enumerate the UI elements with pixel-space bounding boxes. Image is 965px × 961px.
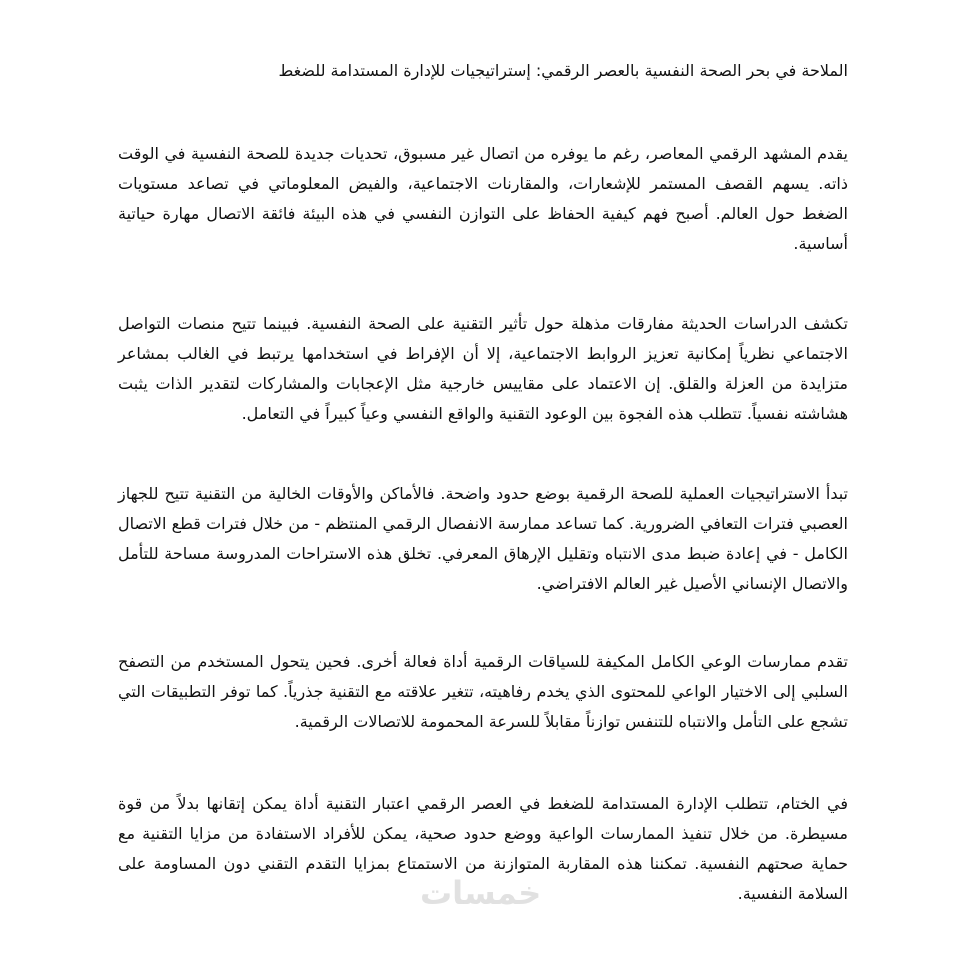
paragraph-1: يقدم المشهد الرقمي المعاصر، رغم ما يوفره من اتصال غير مسبوق، تحديات جديدة للصحة النفسية في الوقت ذاته. يسهم القصف المستمر للإشعارات، والمقارنات الاجتماعية، والفيض المعلوماتي في تصاعد مستويات الضغط حول العالم. أصبح فهم كيفية الحفاظ على التوازن النفسي في هذه البيئة فائقة الاتصال مهارة حياتية أساسية. (118, 144, 848, 253)
paragraph-2: تكشف الدراسات الحديثة مفارقات مذهلة حول تأثير التقنية على الصحة النفسية. فبينما تتيح منصات التواصل الاجتماعي نظرياً إمكانية تعزيز الروابط الاجتماعية، إلا أن الإفراط في استخدامها يرتبط في الغالب بمشاعر متزايدة من العزلة والقلق. إن الاعتماد على مقاييس خارجية مثل الإعجابات والمشاركات لتقدير الذات يثبت هشاشته نفسياً. تتطلب هذه الفجوة بين الوعود التقنية والواقع النفسي وعياً كبيراً في التعامل. (118, 314, 848, 423)
document-title: الملاحة في بحر الصحة النفسية بالعصر الرقمي: إستراتيجيات للإدارة المستدامة للضغط (278, 61, 848, 80)
paragraph-5: في الختام، تتطلب الإدارة المستدامة للضغط في العصر الرقمي اعتبار التقنية أداة يمكن إتقانها بدلاً من قوة مسيطرة. من خلال تنفيذ الممارسات الواعية ووضع حدود صحية، يمكن للأفراد الاستفادة من مزايا التقنية مع حماية صحتهم النفسية. تمكننا هذه المقاربة المتوازنة من الاستمتاع بمزايا التقدم التقني دون المساومة على السلامة النفسية. (118, 794, 848, 903)
paragraph-4: تقدم ممارسات الوعي الكامل المكيفة للسياقات الرقمية أداة فعالة أخرى. فحين يتحول المستخدم من التصفح السلبي إلى الاختيار الواعي للمحتوى الذي يخدم رفاهيته، تتغير علاقته مع التقنية جذرياً. كما توفر التطبيقات التي تشجع على التأمل والانتباه للتنفس توازناً مقابلاً للسرعة المحمومة للاتصالات الرقمية. (118, 652, 848, 731)
khamsat-watermark: خمسات (420, 874, 542, 912)
paragraph-3: تبدأ الاستراتيجيات العملية للصحة الرقمية بوضع حدود واضحة. فالأماكن والأوقات الخالية من التقنية تتيح للجهاز العصبي فترات التعافي الضرورية. كما تساعد ممارسة الانفصال الرقمي المنتظم - من خلال فترات قطع الاتصال الكامل - في إعادة ضبط مدى الانتباه وتقليل الإرهاق المعرفي. تخلق هذه الاستراحات المدروسة مساحة للتأمل والاتصال الإنساني الأصيل غير العالم الافتراضي. (118, 484, 848, 593)
document-page (118, 58, 848, 961)
